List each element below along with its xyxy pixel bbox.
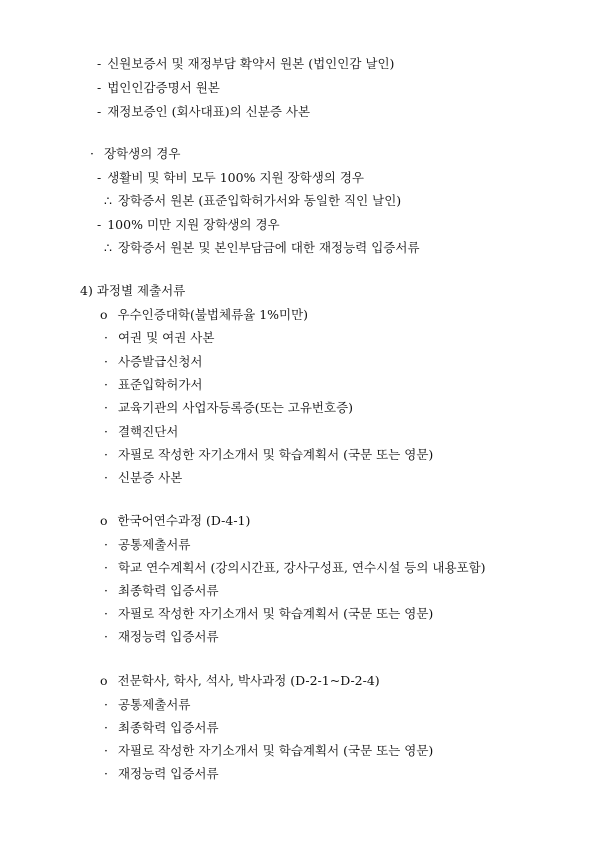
sponsor-doc-text: 법인인감증명서 원본 [107,80,220,95]
therefore-marker: ∴ [104,193,112,208]
sponsor-doc-text: 재정보증인 (회사대표)의 신분증 사본 [107,104,311,119]
list-item-text: 공통제출서류 [117,697,191,712]
dot-marker: · [104,354,108,369]
group-title-text: 한국어연수과정 (D-4-1) [117,513,251,528]
circle-marker: o [100,513,108,528]
list-item-text: 자필로 작성한 자기소개서 및 학습계획서 (국문 또는 영문) [117,606,434,621]
sponsor-doc-text: 신원보증서 및 재정부담 확약서 원본 (법인인감 날인) [107,56,395,71]
scholarship-item-text: 100% 미만 지원 장학생의 경우 [107,217,280,232]
scholarship-item-text: 장학증서 원본 (표준입학허가서와 동일한 직인 날인) [117,193,402,208]
dot-marker: · [104,330,108,345]
scholarship-item [104,193,401,209]
scholarship-item [97,170,364,186]
list-item-text: 자필로 작성한 자기소개서 및 학습계획서 (국문 또는 영문) [117,743,434,758]
dash-marker: - [97,80,102,95]
sponsor-doc-item [97,56,394,72]
list-item [104,720,219,736]
dash-marker: - [97,217,102,232]
scholarship-heading [90,146,180,162]
list-item-text: 최종학력 입증서류 [117,583,219,598]
dot-marker: · [104,537,108,552]
list-item [104,424,178,440]
dash-marker: - [97,170,102,185]
dot-marker: · [104,766,108,781]
list-item [104,537,190,553]
list-item-text: 결핵진단서 [117,424,179,439]
dot-marker: · [90,146,94,161]
sponsor-doc-item [97,104,310,120]
list-item-text: 사증발급신청서 [117,354,203,369]
list-item-text: 자필로 작성한 자기소개서 및 학습계획서 (국문 또는 영문) [117,447,434,462]
circle-marker: o [100,673,108,688]
scholarship-heading-text: 장학생의 경우 [103,146,181,161]
dot-marker: · [104,583,108,598]
dot-marker: · [104,743,108,758]
dot-marker: · [104,560,108,575]
list-item-text: 표준입학허가서 [117,377,203,392]
dot-marker: · [104,606,108,621]
dash-marker: - [97,104,102,119]
dot-marker: · [104,697,108,712]
section-heading: 4) 과정별 제출서류 [80,283,186,298]
dot-marker: · [104,400,108,415]
group-title [100,513,250,529]
group-title [100,307,308,323]
list-item [104,766,219,782]
list-item-text: 공통제출서류 [117,537,191,552]
dot-marker: · [104,629,108,644]
list-item [104,583,219,599]
scholarship-item [97,217,280,233]
dot-marker: · [104,470,108,485]
list-item-text: 교육기관의 사업자등록증(또는 고유번호증) [117,400,354,415]
group-title-text: 우수인증대학(불법체류율 1%미만) [117,307,309,322]
therefore-marker: ∴ [104,240,112,255]
scholarship-item-text: 장학증서 원본 및 본인부담금에 대한 재정능력 입증서류 [117,240,420,255]
group-title-text: 전문학사, 학사, 석사, 박사과정 (D-2-1~D-2-4) [117,673,380,688]
circle-marker: o [100,307,108,322]
dot-marker: · [104,377,108,392]
list-item [104,377,203,393]
list-item-text: 신분증 사본 [117,470,183,485]
list-item-text: 재정능력 입증서류 [117,766,219,781]
list-item [104,354,203,370]
sponsor-doc-item [97,80,220,96]
list-item-text: 최종학력 입증서류 [117,720,219,735]
dot-marker: · [104,447,108,462]
list-item [104,330,214,346]
list-item [104,560,486,576]
dot-marker: · [104,720,108,735]
dash-marker: - [97,56,102,71]
list-item [104,629,219,645]
list-item-text: 여권 및 여권 사본 [117,330,215,345]
list-item-text: 학교 연수계획서 (강의시간표, 강사구성표, 연수시설 등의 내용포함) [117,560,486,575]
list-item-text: 재정능력 입증서류 [117,629,219,644]
dot-marker: · [104,424,108,439]
scholarship-item [104,240,420,256]
list-item [104,400,353,416]
list-item [104,470,182,486]
group-title [100,673,380,689]
list-item [104,697,190,713]
list-item [104,743,433,759]
scholarship-item-text: 생활비 및 학비 모두 100% 지원 장학생의 경우 [107,170,364,185]
list-item [104,447,433,463]
list-item [104,606,433,622]
